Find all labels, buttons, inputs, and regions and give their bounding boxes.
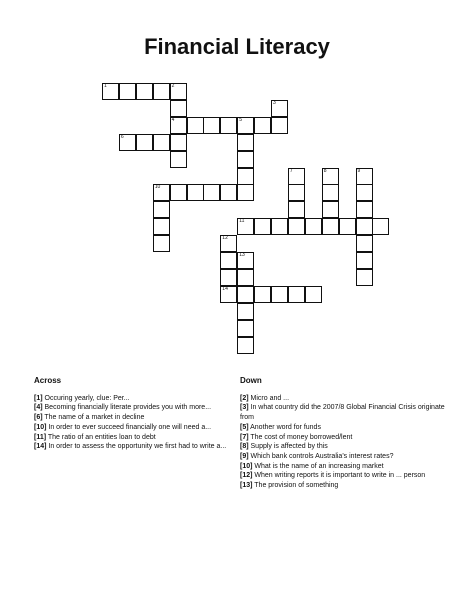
crossword-cell[interactable]: [237, 286, 254, 303]
crossword-cell[interactable]: [322, 184, 339, 201]
clue-number: 11: [239, 218, 245, 225]
crossword-cell[interactable]: [237, 218, 254, 235]
crossword-cell[interactable]: [254, 117, 271, 134]
crossword-cell[interactable]: [220, 269, 237, 286]
crossword-cell[interactable]: [237, 117, 254, 134]
clue-number-label: [8]: [240, 443, 249, 451]
clue-number-label: [11]: [34, 433, 47, 441]
clue-number-label: [7]: [240, 433, 249, 441]
crossword-cell[interactable]: [237, 269, 254, 286]
crossword-cell[interactable]: [339, 218, 356, 235]
crossword-cell[interactable]: [322, 218, 339, 235]
clue-text: Which bank controls Australia's interest rates?: [248, 452, 394, 460]
clue-text: Supply is affected by this: [248, 443, 328, 451]
crossword-cell[interactable]: [153, 201, 170, 218]
across-clue: [34, 394, 229, 404]
crossword-cell[interactable]: [170, 117, 187, 134]
clue-number-label: [3]: [240, 404, 249, 412]
crossword-cell[interactable]: [220, 117, 237, 134]
crossword-cell[interactable]: [356, 201, 373, 218]
clue-number-label: [13]: [240, 482, 253, 490]
crossword-cell[interactable]: [153, 134, 170, 151]
crossword-cell[interactable]: [153, 83, 170, 100]
clue-text: Becoming financially literate provides you with more...: [42, 404, 212, 412]
clue-number-label: [12]: [240, 472, 253, 480]
across-clue: [34, 433, 229, 443]
clue-number: 8: [323, 167, 327, 174]
clue-number-label: [14]: [34, 443, 47, 451]
crossword-cell[interactable]: [119, 134, 136, 151]
crossword-cell[interactable]: [153, 218, 170, 235]
crossword-cell[interactable]: [203, 117, 220, 134]
clue-number: 9: [357, 167, 361, 174]
crossword-cell[interactable]: [170, 151, 187, 168]
crossword-cell[interactable]: [271, 100, 288, 117]
clue-number: 5: [239, 116, 242, 123]
crossword-cell[interactable]: [119, 83, 136, 100]
crossword-cell[interactable]: [322, 168, 339, 185]
down-clue: [240, 442, 445, 452]
crossword-cell[interactable]: [102, 83, 119, 100]
crossword-cell[interactable]: [237, 184, 254, 201]
crossword-cell[interactable]: [305, 286, 322, 303]
crossword-cell[interactable]: [254, 286, 271, 303]
crossword-cell[interactable]: [237, 303, 254, 320]
clue-text: Micro and ...: [248, 394, 290, 402]
crossword-cell[interactable]: [305, 218, 322, 235]
crossword-cell[interactable]: [271, 218, 288, 235]
clue-number: 7: [289, 167, 293, 174]
crossword-cell[interactable]: [356, 269, 373, 286]
crossword-cell[interactable]: [220, 252, 237, 269]
down-clue: [240, 462, 445, 472]
down-clue: [240, 423, 445, 433]
crossword-cell[interactable]: [170, 100, 187, 117]
across-heading: Across: [34, 376, 62, 385]
clue-text: Occuring yearly, clue: Per...: [42, 394, 130, 402]
clue-text: The provision of something: [252, 482, 339, 490]
down-clue: [240, 471, 445, 481]
clue-text: The ratio of an entities loan to debt: [46, 433, 156, 441]
crossword-cell[interactable]: [271, 117, 288, 134]
crossword-cell[interactable]: [288, 184, 305, 201]
across-clue-list: [34, 394, 229, 452]
crossword-cell[interactable]: [271, 286, 288, 303]
crossword-cell[interactable]: [288, 201, 305, 218]
clue-number: 3: [273, 99, 276, 106]
down-clue: [240, 481, 445, 491]
crossword-cell[interactable]: [237, 151, 254, 168]
crossword-cell[interactable]: [356, 168, 373, 185]
clue-number: 10: [154, 184, 161, 191]
crossword-cell[interactable]: [237, 134, 254, 151]
clue-text: What is the name of an increasing market: [252, 462, 384, 470]
crossword-cell[interactable]: [203, 184, 220, 201]
crossword-cell[interactable]: [136, 83, 153, 100]
across-clue: [34, 442, 229, 452]
clue-number-label: [6]: [34, 414, 43, 422]
clue-number: 6: [120, 133, 124, 140]
clue-text: In order to ever succeed financially one will need a...: [46, 423, 212, 431]
crossword-cell[interactable]: [288, 168, 305, 185]
crossword-cell[interactable]: [153, 235, 170, 252]
down-clue: [240, 433, 445, 443]
clue-number: 14: [222, 285, 228, 292]
crossword-cell[interactable]: [356, 218, 373, 235]
crossword-cell[interactable]: [136, 134, 153, 151]
clue-number-label: [1]: [34, 394, 43, 402]
clue-number: 4: [171, 116, 175, 123]
clue-text: When writing reports it is important to write in ... person: [252, 472, 426, 480]
crossword-cell[interactable]: [237, 252, 254, 269]
crossword-cell[interactable]: [288, 218, 305, 235]
down-clue: [240, 452, 445, 462]
clue-text: The name of a market in decline: [42, 414, 145, 422]
crossword-cell[interactable]: [170, 184, 187, 201]
clue-number-label: [2]: [240, 394, 249, 402]
down-clue: [240, 403, 445, 422]
crossword-cell[interactable]: [322, 201, 339, 218]
crossword-cell[interactable]: [356, 235, 373, 252]
clue-text: Another word for funds: [248, 423, 321, 431]
across-clue: [34, 413, 229, 423]
across-clues: [34, 376, 229, 452]
crossword-cell[interactable]: [187, 184, 204, 201]
crossword-cell[interactable]: [220, 235, 237, 252]
down-clue-list: [240, 394, 445, 491]
crossword-cell[interactable]: [237, 168, 254, 185]
clue-number-label: [10]: [34, 423, 47, 431]
clue-number-label: [9]: [240, 452, 249, 460]
clue-text: The cost of money borrowed/lent: [248, 433, 353, 441]
crossword-cell[interactable]: [237, 320, 254, 337]
crossword-cell[interactable]: [288, 286, 305, 303]
crossword-cell[interactable]: [254, 218, 271, 235]
crossword-cell[interactable]: [187, 117, 204, 134]
down-heading: Down: [240, 376, 262, 385]
page-title: Financial Literacy: [144, 34, 330, 59]
crossword-cell[interactable]: [372, 218, 389, 235]
crossword-cell[interactable]: [170, 83, 187, 100]
clue-number-label: [10]: [240, 462, 253, 470]
crossword-cell[interactable]: [170, 134, 187, 151]
crossword-cell[interactable]: [356, 184, 373, 201]
down-clue: [240, 394, 445, 404]
down-clues: [240, 376, 445, 491]
clue-number-label: [4]: [34, 404, 43, 412]
clue-number: 13: [239, 252, 245, 258]
clue-number-label: [5]: [240, 423, 249, 431]
crossword-cell[interactable]: [220, 184, 237, 201]
crossword-cell[interactable]: [356, 252, 373, 269]
clue-number: 2: [171, 83, 175, 89]
clue-text: In what country did the 2007/8 Global Financial Crisis originate from: [240, 404, 445, 422]
clue-number: 12: [222, 235, 228, 242]
crossword-cell[interactable]: [237, 337, 254, 354]
clue-number: 1: [104, 83, 107, 89]
across-clue: [34, 423, 229, 433]
crossword-cell[interactable]: [153, 184, 170, 201]
clue-text: In order to assess the opportunity we first had to write a...: [46, 443, 227, 451]
crossword-cell[interactable]: [220, 286, 237, 303]
across-clue: [34, 403, 229, 413]
